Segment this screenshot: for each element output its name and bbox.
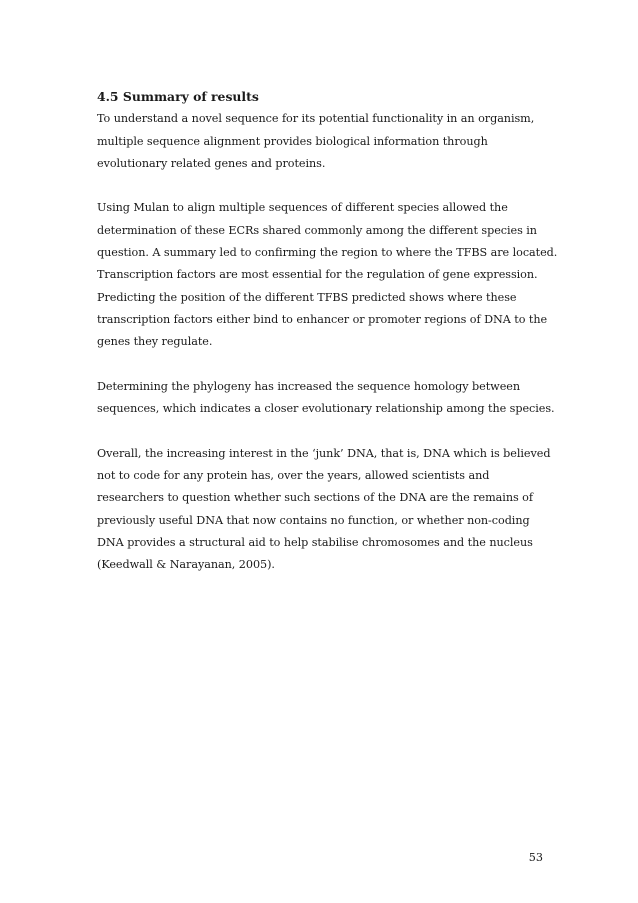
paragraph-line: Determining the phylogeny has increased the sequence homology between: [97, 379, 520, 393]
paragraph-line: question. A summary led to confirming the region to where the TFBS are located.: [97, 246, 558, 260]
page-content: [97, 86, 558, 599]
paragraph-line: transcription factors either bind to enhancer or promoter regions of DNA to the: [97, 312, 548, 326]
paragraph-line: previously useful DNA that now contains no function, or whether non-coding: [97, 513, 530, 527]
paragraph-line: To understand a novel sequence for its potential functionality in an organism,: [97, 112, 535, 126]
paragraph-1: [97, 108, 547, 175]
paragraph-line: evolutionary related genes and proteins.: [97, 156, 326, 170]
page-number: 53: [528, 851, 543, 864]
paragraph-2: [97, 197, 558, 353]
paragraph-line: sequences, which indicates a closer evolutionary relationship among the species.: [97, 402, 555, 416]
paragraph-line: genes they regulate.: [97, 335, 213, 349]
paragraph-line: Transcription factors are most essential for the regulation of gene expression.: [97, 268, 538, 282]
paragraph-line: researchers to question whether such sections of the DNA are the remains of: [97, 491, 533, 505]
paragraph-4: [97, 443, 551, 577]
paragraph-line: DNA provides a structural aid to help stabilise chromosomes and the nucleus: [97, 535, 533, 549]
section-heading: 4.5 Summary of results: [97, 89, 259, 104]
paragraph-3: [97, 376, 555, 421]
paragraph-line: not to code for any protein has, over the years, allowed scientists and: [97, 469, 490, 483]
paragraph-line: multiple sequence alignment provides biological information through: [97, 134, 488, 148]
paragraph-line: Overall, the increasing interest in the ‘junk’ DNA, that is, DNA which is believed: [97, 446, 551, 460]
paragraph-line: Predicting the position of the different TFBS predicted shows where these: [97, 290, 517, 304]
paragraph-line: (Keedwall & Narayanan, 2005).: [97, 558, 275, 572]
paragraph-line: determination of these ECRs shared commonly among the different species in: [97, 223, 537, 237]
paragraph-line: Using Mulan to align multiple sequences of different species allowed the: [97, 201, 508, 215]
